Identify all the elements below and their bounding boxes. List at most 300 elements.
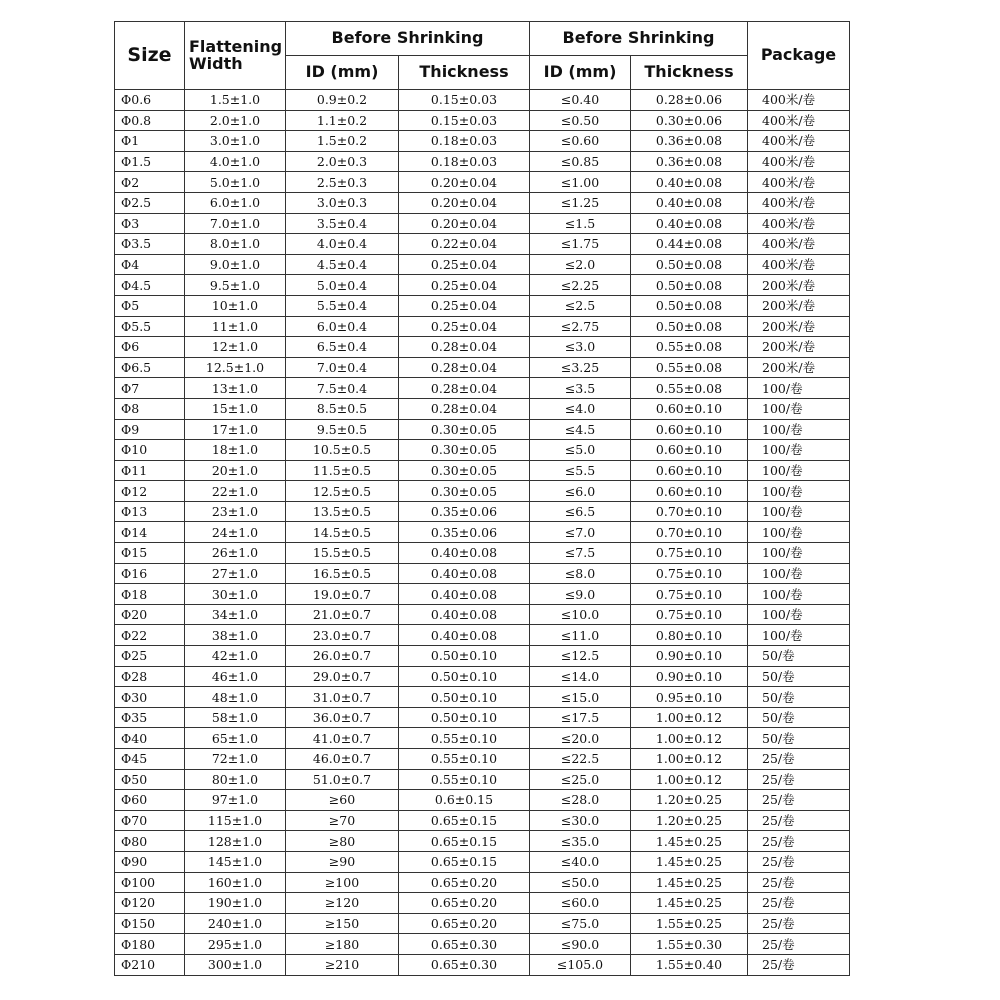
table-row — [115, 625, 850, 646]
id-before-cell: 41.0±0.7 — [286, 728, 399, 749]
table-row — [115, 378, 850, 399]
size-cell: Φ5 — [115, 295, 185, 316]
flattening-width-cell: 97±1.0 — [185, 790, 286, 811]
id-after-cell: ≤2.75 — [530, 316, 631, 337]
id-after-cell: ≤15.0 — [530, 687, 631, 708]
table-row — [115, 604, 850, 625]
thickness-before-cell: 0.65±0.15 — [399, 851, 530, 872]
size-cell: Φ9 — [115, 419, 185, 440]
flattening-width-cell: 38±1.0 — [185, 625, 286, 646]
flattening-width-cell: 58±1.0 — [185, 707, 286, 728]
flattening-width-cell: 23±1.0 — [185, 501, 286, 522]
id-after-cell: ≤3.0 — [530, 337, 631, 358]
id-after-cell: ≤1.75 — [530, 234, 631, 255]
table-row — [115, 893, 850, 914]
size-cell: Φ30 — [115, 687, 185, 708]
package-cell: 400米/卷 — [748, 172, 850, 193]
size-cell: Φ45 — [115, 749, 185, 770]
thickness-before-cell: 0.40±0.08 — [399, 625, 530, 646]
package-cell: 100/卷 — [748, 460, 850, 481]
thickness-before-cell: 0.40±0.08 — [399, 563, 530, 584]
table-header — [115, 22, 850, 90]
thickness-before-cell: 0.15±0.03 — [399, 110, 530, 131]
package-cell: 25/卷 — [748, 831, 850, 852]
flattening-width-cell: 160±1.0 — [185, 872, 286, 893]
package-cell: 50/卷 — [748, 707, 850, 728]
package-cell: 400米/卷 — [748, 192, 850, 213]
id-before-cell: ≥150 — [286, 913, 399, 934]
id-before-cell: 16.5±0.5 — [286, 563, 399, 584]
id-after-cell: ≤8.0 — [530, 563, 631, 584]
id-after-cell: ≤35.0 — [530, 831, 631, 852]
thickness-after-cell: 1.00±0.12 — [631, 749, 748, 770]
thickness-after-cell: 0.90±0.10 — [631, 646, 748, 667]
id-before-cell: 3.5±0.4 — [286, 213, 399, 234]
thickness-after-cell: 0.60±0.10 — [631, 481, 748, 502]
id-before-cell: ≥70 — [286, 810, 399, 831]
package-cell: 50/卷 — [748, 646, 850, 667]
thickness-after-cell: 0.44±0.08 — [631, 234, 748, 255]
size-cell: Φ70 — [115, 810, 185, 831]
flattening-width-cell: 128±1.0 — [185, 831, 286, 852]
package-cell: 100/卷 — [748, 604, 850, 625]
size-cell: Φ180 — [115, 934, 185, 955]
table-row — [115, 563, 850, 584]
table-row — [115, 254, 850, 275]
size-cell: Φ6 — [115, 337, 185, 358]
package-cell: 25/卷 — [748, 954, 850, 975]
thickness-before-cell: 0.50±0.10 — [399, 687, 530, 708]
id-after-cell: ≤3.5 — [530, 378, 631, 399]
thickness-before-cell: 0.55±0.10 — [399, 769, 530, 790]
id-before-cell: ≥80 — [286, 831, 399, 852]
id-after-cell: ≤1.25 — [530, 192, 631, 213]
header-flattening-width-label: Flattening Width — [189, 36, 283, 73]
package-cell: 25/卷 — [748, 893, 850, 914]
id-before-cell: 10.5±0.5 — [286, 440, 399, 461]
id-after-cell: ≤14.0 — [530, 666, 631, 687]
flattening-width-cell: 65±1.0 — [185, 728, 286, 749]
thickness-before-cell: 0.35±0.06 — [399, 522, 530, 543]
flattening-width-cell: 115±1.0 — [185, 810, 286, 831]
table-row — [115, 707, 850, 728]
thickness-after-cell: 0.80±0.10 — [631, 625, 748, 646]
thickness-before-cell: 0.50±0.10 — [399, 666, 530, 687]
thickness-after-cell: 1.45±0.25 — [631, 851, 748, 872]
table-row — [115, 295, 850, 316]
id-before-cell: 36.0±0.7 — [286, 707, 399, 728]
table-row — [115, 316, 850, 337]
thickness-before-cell: 0.28±0.04 — [399, 337, 530, 358]
id-before-cell: 6.5±0.4 — [286, 337, 399, 358]
package-cell: 100/卷 — [748, 481, 850, 502]
id-after-cell: ≤4.5 — [530, 419, 631, 440]
thickness-after-cell: 0.28±0.06 — [631, 90, 748, 111]
size-cell: Φ60 — [115, 790, 185, 811]
table-row — [115, 172, 850, 193]
flattening-width-cell: 12±1.0 — [185, 337, 286, 358]
thickness-after-cell: 0.60±0.10 — [631, 398, 748, 419]
size-cell: Φ11 — [115, 460, 185, 481]
thickness-before-cell: 0.28±0.04 — [399, 378, 530, 399]
id-before-cell: 5.0±0.4 — [286, 275, 399, 296]
thickness-after-cell: 0.40±0.08 — [631, 192, 748, 213]
table-row — [115, 749, 850, 770]
flattening-width-cell: 9.0±1.0 — [185, 254, 286, 275]
flattening-width-cell: 22±1.0 — [185, 481, 286, 502]
package-cell: 100/卷 — [748, 563, 850, 584]
flattening-width-cell: 34±1.0 — [185, 604, 286, 625]
package-cell: 25/卷 — [748, 769, 850, 790]
table-row — [115, 357, 850, 378]
id-before-cell: 19.0±0.7 — [286, 584, 399, 605]
flattening-width-cell: 240±1.0 — [185, 913, 286, 934]
thickness-before-cell: 0.65±0.20 — [399, 913, 530, 934]
flattening-width-cell: 4.0±1.0 — [185, 151, 286, 172]
id-before-cell: 7.5±0.4 — [286, 378, 399, 399]
flattening-width-cell: 24±1.0 — [185, 522, 286, 543]
size-cell: Φ20 — [115, 604, 185, 625]
size-cell: Φ40 — [115, 728, 185, 749]
id-after-cell: ≤7.0 — [530, 522, 631, 543]
size-cell: Φ28 — [115, 666, 185, 687]
id-before-cell: 31.0±0.7 — [286, 687, 399, 708]
thickness-before-cell: 0.40±0.08 — [399, 584, 530, 605]
flattening-width-cell: 72±1.0 — [185, 749, 286, 770]
package-cell: 100/卷 — [748, 625, 850, 646]
flattening-width-cell: 300±1.0 — [185, 954, 286, 975]
thickness-before-cell: 0.30±0.05 — [399, 419, 530, 440]
flattening-width-cell: 6.0±1.0 — [185, 192, 286, 213]
id-after-cell: ≤20.0 — [530, 728, 631, 749]
package-cell: 50/卷 — [748, 687, 850, 708]
flattening-width-cell: 2.0±1.0 — [185, 110, 286, 131]
table-row — [115, 501, 850, 522]
thickness-before-cell: 0.65±0.30 — [399, 934, 530, 955]
id-before-cell: ≥120 — [286, 893, 399, 914]
id-before-cell: 46.0±0.7 — [286, 749, 399, 770]
id-before-cell: ≥100 — [286, 872, 399, 893]
package-cell: 400米/卷 — [748, 254, 850, 275]
spec-table — [114, 21, 850, 976]
table-row — [115, 192, 850, 213]
thickness-after-cell: 0.36±0.08 — [631, 131, 748, 152]
package-cell: 400米/卷 — [748, 90, 850, 111]
thickness-after-cell: 0.50±0.08 — [631, 316, 748, 337]
thickness-after-cell: 0.75±0.10 — [631, 584, 748, 605]
id-after-cell: ≤22.5 — [530, 749, 631, 770]
thickness-before-cell: 0.65±0.30 — [399, 954, 530, 975]
thickness-after-cell: 1.55±0.25 — [631, 913, 748, 934]
table-row — [115, 419, 850, 440]
thickness-after-cell: 0.60±0.10 — [631, 419, 748, 440]
table-row — [115, 337, 850, 358]
size-cell: Φ12 — [115, 481, 185, 502]
table-row — [115, 666, 850, 687]
flattening-width-cell: 80±1.0 — [185, 769, 286, 790]
thickness-after-cell: 0.40±0.08 — [631, 172, 748, 193]
id-before-cell: ≥60 — [286, 790, 399, 811]
thickness-after-cell: 0.75±0.10 — [631, 543, 748, 564]
package-cell: 200米/卷 — [748, 316, 850, 337]
size-cell: Φ13 — [115, 501, 185, 522]
package-cell: 100/卷 — [748, 501, 850, 522]
thickness-before-cell: 0.50±0.10 — [399, 707, 530, 728]
thickness-after-cell: 0.50±0.08 — [631, 254, 748, 275]
id-before-cell: ≥90 — [286, 851, 399, 872]
thickness-before-cell: 0.15±0.03 — [399, 90, 530, 111]
flattening-width-cell: 27±1.0 — [185, 563, 286, 584]
package-cell: 400米/卷 — [748, 213, 850, 234]
package-cell: 50/卷 — [748, 728, 850, 749]
package-cell: 200米/卷 — [748, 357, 850, 378]
id-after-cell: ≤50.0 — [530, 872, 631, 893]
thickness-before-cell: 0.55±0.10 — [399, 728, 530, 749]
thickness-after-cell: 0.50±0.08 — [631, 275, 748, 296]
size-cell: Φ14 — [115, 522, 185, 543]
flattening-width-cell: 42±1.0 — [185, 646, 286, 667]
package-cell: 25/卷 — [748, 872, 850, 893]
id-after-cell: ≤1.5 — [530, 213, 631, 234]
thickness-after-cell: 0.75±0.10 — [631, 563, 748, 584]
id-before-cell: 11.5±0.5 — [286, 460, 399, 481]
flattening-width-cell: 1.5±1.0 — [185, 90, 286, 111]
id-after-cell: ≤5.5 — [530, 460, 631, 481]
table-row — [115, 769, 850, 790]
package-cell: 400米/卷 — [748, 151, 850, 172]
id-before-cell: 29.0±0.7 — [286, 666, 399, 687]
size-cell: Φ2 — [115, 172, 185, 193]
table-body — [115, 90, 850, 976]
size-cell: Φ3.5 — [115, 234, 185, 255]
thickness-before-cell: 0.28±0.04 — [399, 357, 530, 378]
thickness-after-cell: 1.00±0.12 — [631, 707, 748, 728]
flattening-width-cell: 190±1.0 — [185, 893, 286, 914]
id-after-cell: ≤2.5 — [530, 295, 631, 316]
id-after-cell: ≤11.0 — [530, 625, 631, 646]
flattening-width-cell: 18±1.0 — [185, 440, 286, 461]
package-cell: 100/卷 — [748, 378, 850, 399]
flattening-width-cell: 8.0±1.0 — [185, 234, 286, 255]
id-after-cell: ≤3.25 — [530, 357, 631, 378]
package-cell: 25/卷 — [748, 851, 850, 872]
table-row — [115, 913, 850, 934]
thickness-before-cell: 0.6±0.15 — [399, 790, 530, 811]
thickness-before-cell: 0.30±0.05 — [399, 440, 530, 461]
table-row — [115, 90, 850, 111]
table-row — [115, 646, 850, 667]
size-cell: Φ1 — [115, 131, 185, 152]
id-before-cell: 4.5±0.4 — [286, 254, 399, 275]
id-after-cell: ≤2.0 — [530, 254, 631, 275]
package-cell: 50/卷 — [748, 666, 850, 687]
table-row — [115, 790, 850, 811]
thickness-after-cell: 1.20±0.25 — [631, 790, 748, 811]
header-row-1 — [115, 22, 850, 56]
size-cell: Φ7 — [115, 378, 185, 399]
size-cell: Φ80 — [115, 831, 185, 852]
header-before-shrinking-1: Before Shrinking — [286, 22, 530, 56]
thickness-after-cell: 0.70±0.10 — [631, 501, 748, 522]
id-after-cell: ≤0.60 — [530, 131, 631, 152]
package-cell: 25/卷 — [748, 913, 850, 934]
id-after-cell: ≤1.00 — [530, 172, 631, 193]
table-row — [115, 810, 850, 831]
table-row — [115, 728, 850, 749]
flattening-width-cell: 145±1.0 — [185, 851, 286, 872]
thickness-after-cell: 1.20±0.25 — [631, 810, 748, 831]
thickness-before-cell: 0.40±0.08 — [399, 543, 530, 564]
thickness-after-cell: 1.45±0.25 — [631, 831, 748, 852]
id-before-cell: 1.5±0.2 — [286, 131, 399, 152]
id-after-cell: ≤12.5 — [530, 646, 631, 667]
id-before-cell: 12.5±0.5 — [286, 481, 399, 502]
table-row — [115, 151, 850, 172]
id-before-cell: 7.0±0.4 — [286, 357, 399, 378]
thickness-before-cell: 0.20±0.04 — [399, 192, 530, 213]
size-cell: Φ25 — [115, 646, 185, 667]
thickness-before-cell: 0.65±0.15 — [399, 810, 530, 831]
flattening-width-cell: 12.5±1.0 — [185, 357, 286, 378]
thickness-after-cell: 0.55±0.08 — [631, 378, 748, 399]
size-cell: Φ150 — [115, 913, 185, 934]
header-package: Package — [748, 22, 850, 90]
flattening-width-cell: 15±1.0 — [185, 398, 286, 419]
thickness-before-cell: 0.20±0.04 — [399, 172, 530, 193]
id-after-cell: ≤30.0 — [530, 810, 631, 831]
flattening-width-cell: 10±1.0 — [185, 295, 286, 316]
size-cell: Φ2.5 — [115, 192, 185, 213]
id-after-cell: ≤4.0 — [530, 398, 631, 419]
id-after-cell: ≤6.5 — [530, 501, 631, 522]
id-before-cell: 51.0±0.7 — [286, 769, 399, 790]
thickness-after-cell: 0.95±0.10 — [631, 687, 748, 708]
thickness-before-cell: 0.20±0.04 — [399, 213, 530, 234]
package-cell: 200米/卷 — [748, 275, 850, 296]
flattening-width-cell: 26±1.0 — [185, 543, 286, 564]
thickness-after-cell: 0.60±0.10 — [631, 460, 748, 481]
size-cell: Φ10 — [115, 440, 185, 461]
thickness-after-cell: 0.55±0.08 — [631, 357, 748, 378]
id-after-cell: ≤75.0 — [530, 913, 631, 934]
thickness-after-cell: 0.40±0.08 — [631, 213, 748, 234]
package-cell: 25/卷 — [748, 934, 850, 955]
id-before-cell: ≥210 — [286, 954, 399, 975]
size-cell: Φ6.5 — [115, 357, 185, 378]
size-cell: Φ0.8 — [115, 110, 185, 131]
package-cell: 25/卷 — [748, 790, 850, 811]
flattening-width-cell: 17±1.0 — [185, 419, 286, 440]
flattening-width-cell: 46±1.0 — [185, 666, 286, 687]
size-cell: Φ4.5 — [115, 275, 185, 296]
thickness-after-cell: 0.60±0.10 — [631, 440, 748, 461]
thickness-after-cell: 0.75±0.10 — [631, 604, 748, 625]
thickness-after-cell: 1.55±0.40 — [631, 954, 748, 975]
thickness-before-cell: 0.18±0.03 — [399, 131, 530, 152]
size-cell: Φ5.5 — [115, 316, 185, 337]
id-after-cell: ≤5.0 — [530, 440, 631, 461]
header-flattening-width — [185, 22, 286, 90]
thickness-after-cell: 1.00±0.12 — [631, 728, 748, 749]
flattening-width-cell: 20±1.0 — [185, 460, 286, 481]
thickness-after-cell: 1.45±0.25 — [631, 893, 748, 914]
thickness-before-cell: 0.25±0.04 — [399, 295, 530, 316]
id-after-cell: ≤25.0 — [530, 769, 631, 790]
flattening-width-cell: 48±1.0 — [185, 687, 286, 708]
size-cell: Φ16 — [115, 563, 185, 584]
table-row — [115, 131, 850, 152]
id-after-cell: ≤10.0 — [530, 604, 631, 625]
table-row — [115, 398, 850, 419]
table-row — [115, 543, 850, 564]
package-cell: 100/卷 — [748, 419, 850, 440]
id-after-cell: ≤28.0 — [530, 790, 631, 811]
id-before-cell: 5.5±0.4 — [286, 295, 399, 316]
size-cell: Φ120 — [115, 893, 185, 914]
id-after-cell: ≤2.25 — [530, 275, 631, 296]
id-before-cell: 6.0±0.4 — [286, 316, 399, 337]
thickness-before-cell: 0.30±0.05 — [399, 460, 530, 481]
table-row — [115, 872, 850, 893]
table-row — [115, 110, 850, 131]
thickness-before-cell: 0.35±0.06 — [399, 501, 530, 522]
flattening-width-cell: 3.0±1.0 — [185, 131, 286, 152]
package-cell: 200米/卷 — [748, 337, 850, 358]
flattening-width-cell: 30±1.0 — [185, 584, 286, 605]
table-row — [115, 934, 850, 955]
id-before-cell: 26.0±0.7 — [286, 646, 399, 667]
id-after-cell: ≤90.0 — [530, 934, 631, 955]
thickness-before-cell: 0.25±0.04 — [399, 254, 530, 275]
thickness-before-cell: 0.25±0.04 — [399, 275, 530, 296]
thickness-after-cell: 0.36±0.08 — [631, 151, 748, 172]
id-before-cell: 3.0±0.3 — [286, 192, 399, 213]
thickness-before-cell: 0.50±0.10 — [399, 646, 530, 667]
table-row — [115, 234, 850, 255]
thickness-after-cell: 1.45±0.25 — [631, 872, 748, 893]
table-row — [115, 954, 850, 975]
id-before-cell: 4.0±0.4 — [286, 234, 399, 255]
thickness-after-cell: 0.55±0.08 — [631, 337, 748, 358]
size-cell: Φ210 — [115, 954, 185, 975]
thickness-before-cell: 0.18±0.03 — [399, 151, 530, 172]
size-cell: Φ100 — [115, 872, 185, 893]
id-after-cell: ≤60.0 — [530, 893, 631, 914]
header-id-mm-2: ID (mm) — [530, 56, 631, 90]
thickness-after-cell: 1.55±0.30 — [631, 934, 748, 955]
id-before-cell: 9.5±0.5 — [286, 419, 399, 440]
id-after-cell: ≤0.40 — [530, 90, 631, 111]
package-cell: 100/卷 — [748, 584, 850, 605]
table-row — [115, 481, 850, 502]
id-before-cell: 2.5±0.3 — [286, 172, 399, 193]
header-before-shrinking-2: Before Shrinking — [530, 22, 748, 56]
package-cell: 400米/卷 — [748, 110, 850, 131]
thickness-before-cell: 0.25±0.04 — [399, 316, 530, 337]
flattening-width-cell: 13±1.0 — [185, 378, 286, 399]
id-before-cell: 21.0±0.7 — [286, 604, 399, 625]
package-cell: 25/卷 — [748, 749, 850, 770]
package-cell: 400米/卷 — [748, 234, 850, 255]
flattening-width-cell: 5.0±1.0 — [185, 172, 286, 193]
thickness-before-cell: 0.22±0.04 — [399, 234, 530, 255]
id-before-cell: ≥180 — [286, 934, 399, 955]
table-row — [115, 275, 850, 296]
package-cell: 100/卷 — [748, 398, 850, 419]
id-after-cell: ≤105.0 — [530, 954, 631, 975]
thickness-before-cell: 0.30±0.05 — [399, 481, 530, 502]
size-cell: Φ3 — [115, 213, 185, 234]
